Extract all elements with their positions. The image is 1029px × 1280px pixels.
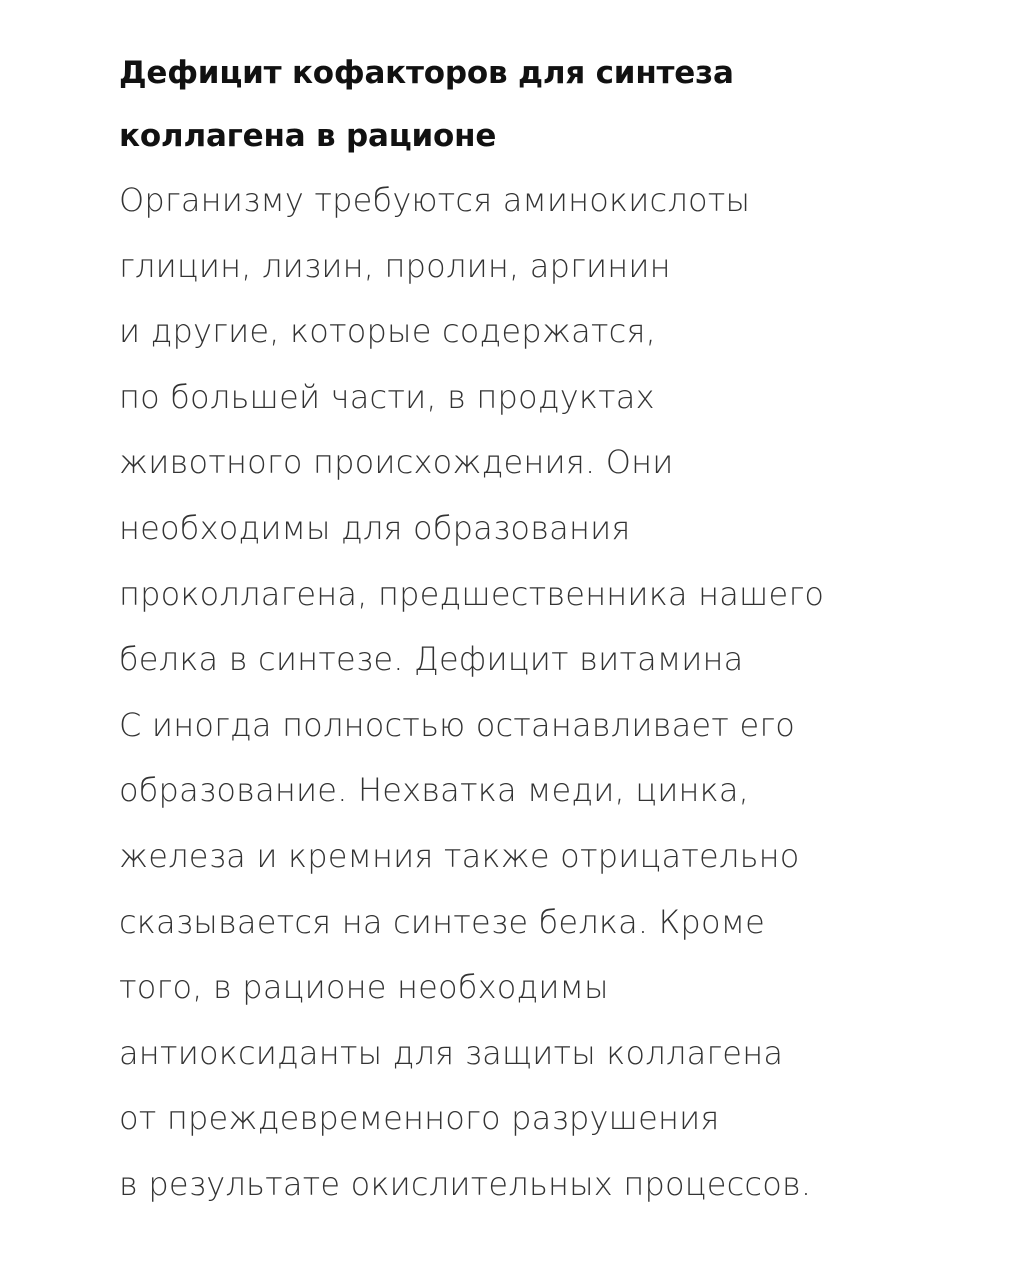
body-line: животного происхождения. Они — [119, 443, 674, 482]
body-line: Организму требуются аминокислоты — [119, 181, 751, 219]
body-line: образование. Нехватка меди, цинка, — [119, 771, 750, 810]
body-line: глицин, лизин, пролин, аргинин — [119, 246, 671, 285]
article — [119, 42, 999, 1218]
body-line: в результате окислительных процессов. — [119, 1164, 812, 1203]
body-line: и другие, которые содержатся, — [119, 312, 656, 351]
body-line: проколлагена, предшественника нашего — [119, 574, 825, 613]
body-line: по большей части, в продуктах — [119, 377, 655, 416]
body-line: антиоксиданты для защиты коллагена — [119, 1033, 784, 1072]
body-line: того, в рационе необходимы — [119, 968, 609, 1007]
heading-line: Дефицит кофакторов для синтеза — [119, 55, 734, 91]
body-line: С иногда полностью останавливает его — [119, 705, 796, 744]
body-line: белка в синтезе. Дефицит витамина — [119, 640, 744, 679]
body-line: от преждевременного разрушения — [119, 1099, 720, 1138]
article-body — [119, 168, 999, 1218]
body-line: железа и кремния также отрицательно — [119, 836, 800, 875]
article-heading — [119, 42, 999, 168]
heading-line: коллагена в рационе — [119, 118, 497, 154]
body-line: необходимы для образования — [119, 508, 631, 547]
body-line: сказывается на синтезе белка. Кроме — [119, 902, 765, 941]
